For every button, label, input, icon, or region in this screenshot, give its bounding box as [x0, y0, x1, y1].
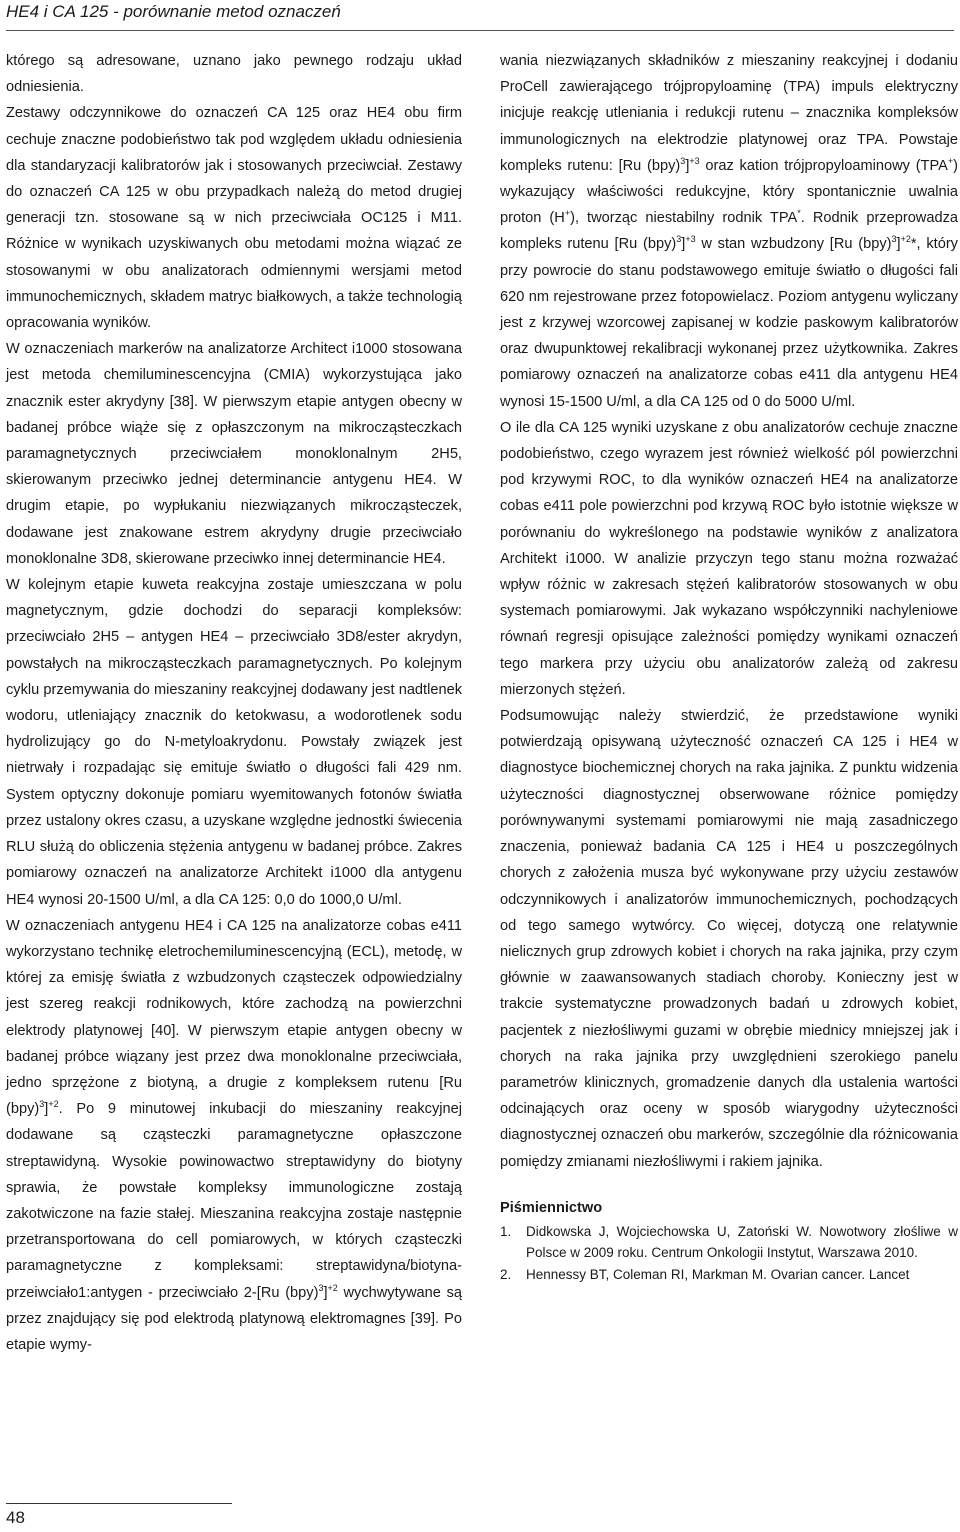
paragraph: którego są adresowane, uznano jako pewnego rodzaju układ odniesienia. — [6, 53, 462, 96]
running-header-title: HE4 i CA 125 - porównanie metod oznaczeń — [6, 2, 341, 21]
superscript: * — [797, 208, 801, 219]
running-header — [6, 0, 954, 28]
footer-divider — [6, 1503, 232, 1504]
header-divider — [6, 30, 954, 31]
text-run: wychwytywane są przez znajdujący się pod elektrodą platynową elektromagnes [39]. Po etapie wymy- — [6, 1284, 462, 1353]
text-run: W oznaczeniach antygenu HE4 i CA 125 na analizatorze cobas e411 wykorzystano technikę eletrochemiluminescencyjną (ECL), metodę, w której za emisję światła z wzbudzonych cząsteczek odpowiedzialny jest szereg reakcji rodnikowych, które zachodzą na powierzchni elektrody platynowej [40]. W pierwszym etapie antygen obecny w badanej próbce wiązany jest przez dwa monoklonalne przeciwciała, jedno sprzężone z biotyną, a drugie z kompleksem rutenu [Ru (bpy) — [6, 917, 462, 1118]
text-run: ] — [896, 236, 901, 253]
text-run: . Po 9 minutowej inkubacji do mieszaniny reakcyjnej dodawane są cząsteczki paramagnetyczne opłaszczone streptawidyną. Wysokie powinowactwo streptawidyny do biotyny sprawia, że powstałe kompleksy immunologiczne zostają zakotwiczone na fazie stałej. Mieszanina reakcyjna zostaje następnie przetransportowana do cell pomiarowych, w których cząsteczki paramagnetyczne z kompleksami: streptawidyna/biotyna-przeiwciało1:antygen - przeciwciało 2-[Ru (bpy) — [6, 1101, 462, 1301]
text-run: ] — [44, 1101, 49, 1118]
superscript: +2 — [327, 1282, 338, 1293]
left-column — [6, 48, 462, 1358]
text-run: . Rodnik przeprowadza kompleks rutenu [Ru (bpy) — [500, 210, 958, 253]
page-number: 48 — [6, 1508, 25, 1527]
superscript: 3 — [676, 234, 682, 245]
reference-item — [500, 1264, 958, 1285]
paragraph: W kolejnym etapie kuweta reakcyjna zostaje umieszczana w polu magnetycznym, gdzie dochodzi do separacji kompleksów: przeciwciało 2H5 – antygen HE4 – przeciwciało 3D8/ester akrydyn, powstałych na mikrocząsteczkach paramagnetycznych. Po kolejnym cyklu przemywania do mieszaniny reakcyjnej dodawany jest nadtlenek wodoru, utleniający znacznik do ketokwasu, a wodorotlenek sodu hydrolizujący go do N-metyloakrydonu. Powstały związek jest nietrwały i rozpadając się emituje światło o długości fali 429 nm. System optyczny dokonuje pomiaru wyemitowanych fotonów światła przez ustalony okres czasu, a uzyskane względne jednostki świecenia RLU służą do obliczenia stężenia antygenu w badanej próbce. Zakres pomiarowy oznaczeń na analizatorze Architekt i1000 dla antygenu HE4 wynosi 20-1500 U/ml, a dla CA 125: 0,0 do 1000,0 U/ml. — [6, 577, 462, 908]
references-heading: Piśmiennictwo — [500, 1199, 603, 1216]
paragraph — [6, 913, 462, 1358]
text-run: w stan wzbudzony [Ru (bpy) — [695, 236, 892, 253]
superscript: +2 — [48, 1099, 59, 1110]
paragraph — [500, 48, 958, 415]
right-column — [500, 48, 958, 1286]
paragraph: W oznaczeniach markerów na analizatorze Architect i1000 stosowana jest metoda chemiluminescencyjna (CMIA) wykorzystująca jako znacznik ester akrydyny [38]. W pierwszym etapie antygen obecny w badanej próbce wiąże się z opłaszczonym na mikrocząsteczkach paramagnetycznych przeciwciałem monoklonalnym 2H5, skierowanym przeciwko jednej determinancie antygenu HE4. W drugim etapie, po wypłukaniu niezwiązanych mikrocząsteczek, dodawane jest znakowane estrem akrydyny drugie przeciwciało monoklonalne 3D8, skierowane przeciwko innej determinancie HE4. — [6, 341, 462, 567]
superscript: +3 — [685, 234, 696, 245]
paragraph: Zestawy odczynnikowe do oznaczeń CA 125 oraz HE4 obu firm cechuje znaczne podobieństwo tak pod względem układu odniesienia dla standaryzacji kalibratorów jak i stosowanych przeciwciał. Zestawy do oznaczeń CA 125 w obu przypadkach należą do metod drugiej generacji tzn. stosowane są w nich przeciwciała OC125 i M11. Różnice w wynikach uzyskiwanych obu metodami można wiązać ze stosowanymi w obu analizatorach odmiennymi wersjami metod immunochemicznych, składem matryc białkowych, a także technologią opracowania wyników. — [6, 105, 462, 332]
text-run: ] — [685, 157, 690, 174]
paragraph: O ile dla CA 125 wyniki uzyskane z obu analizatorów cechuje znaczne podobieństwo, czego wyrazem jest również wielkość pól powierzchni pod krzywymi ROC, to dla wyników oznaczeń HE4 na analizatorze cobas e411 pole powierzchni pod krzywą ROC było istotnie większe w porównaniu do wykreślonego na podstawie wyników z analizatora Architekt i1000. W analizie przyczyn tego stanu można rozważać wpływ różnic w zakresach stężeń kalibratorów stosowanych w obu systemach pomiarowymi. Jak wykazano współczynniki nachyleniowe równań regresji opisujące zależności pomiędzy wynikami oznaczeń tego markera przy użyciu obu analizatorów zależą od zakresu mierzonych stężeń. — [500, 419, 958, 698]
superscript: +2 — [900, 234, 911, 245]
text-run: wania niezwiązanych składników z mieszaniny reakcyjnej i dodaniu ProCell zawierającego trójpropyloaminę (TPA) impuls elektryczny inicjuje reakcję utleniania i redukcji rutenu – znacznika kompleksów immunologicznych na elektrodzie platynowej oraz TPA. Powstaje kompleks rutenu: [Ru (bpy) — [500, 53, 958, 174]
paragraph: Podsumowując należy stwierdzić, że przedstawione wyniki potwierdzają opisywaną użyteczność oznaczeń CA 125 i HE4 w diagnostyce biochemicznej chorych na raka jajnika. Z punktu widzenia użyteczności diagnostycznej obserwowane różnice pomiędzy porównywanymi systemami pomiarowymi nie mają zasadniczego znaczenia, ponieważ badania CA 125 i HE4 u poszczególnych chorych z założenia musza być wykonywane przy użyciu zestawów odczynnikowych i analizatorów immunochemicznych, pochodzących od tego samego wytwórcy. Co więcej, dotyczą one relatywnie nielicznych grup zdrowych kobiet i chorych na raka jajnika, przy czym głównie w zaawansowanych stadiach choroby. Konieczny jest w trakcie systematyczne prowadzonych badań u zdrowych kobiet, pacjentek z niezłośliwymi guzami w obrębie miednicy mniejszej jak i chorych na raka jajnika przy uwzględnieni szerokiego panelu parametrów klinicznych, gromadzenie danych dla ustalenia wartości odcinających oraz oceny w sposób wiarygodny użyteczności diagnostycznej oznaczeń obu markerów, szczególnie dla różnicowania pomiędzy zmianami niezłośliwymi i rakiem jajnika. — [500, 708, 958, 1170]
text-run: *, który przy powrocie do stanu podstawowego emituje światło o długości fali 620 nm rejestrowane przez fotopowielacz. Poziom antygenu wyliczany jest z krzywej wzorcowej zapisanej w kodzie paskowym kalibratorów oraz dwupunktowej rekalibracji wykonanej przez użytkownika. Zakres pomiarowy oznaczeń na analizatorze cobas e411 dla antygenu HE4 wynosi 15-1500 U/ml, a dla CA 125 od 0 do 5000 U/ml. — [500, 236, 958, 410]
superscript: + — [947, 155, 954, 166]
text-run: ) wykazujący właściwości redukcyjne, który spontanicznie uwalnia proton (H — [500, 157, 958, 227]
text-run: oraz kation trójpropyloaminowy (TPA — [699, 157, 948, 174]
reference-text: Didkowska J, Wojciechowska U, Zatoński W. Nowotwory złośliwe w Polsce w 2009 roku. Centrum Onkologii Instytut, Warszawa 2010. — [526, 1223, 958, 1260]
superscript: +3 — [689, 155, 700, 166]
reference-text: Hennessy BT, Coleman RI, Markman M. Ovarian cancer. Lancet — [526, 1266, 910, 1282]
superscript: 3 — [318, 1282, 324, 1293]
reference-number: 2. — [500, 1266, 512, 1282]
superscript: 3 — [891, 234, 897, 245]
superscript: + — [564, 208, 571, 219]
references-list — [500, 1221, 958, 1285]
text-run: ] — [681, 236, 686, 253]
text-run: ] — [323, 1284, 328, 1301]
superscript: 3 — [680, 155, 686, 166]
superscript: 3 — [39, 1099, 45, 1110]
text-run: ), tworząc niestabilny rodnik TPA — [570, 210, 798, 227]
reference-item — [500, 1221, 958, 1263]
reference-number: 1. — [500, 1223, 512, 1239]
